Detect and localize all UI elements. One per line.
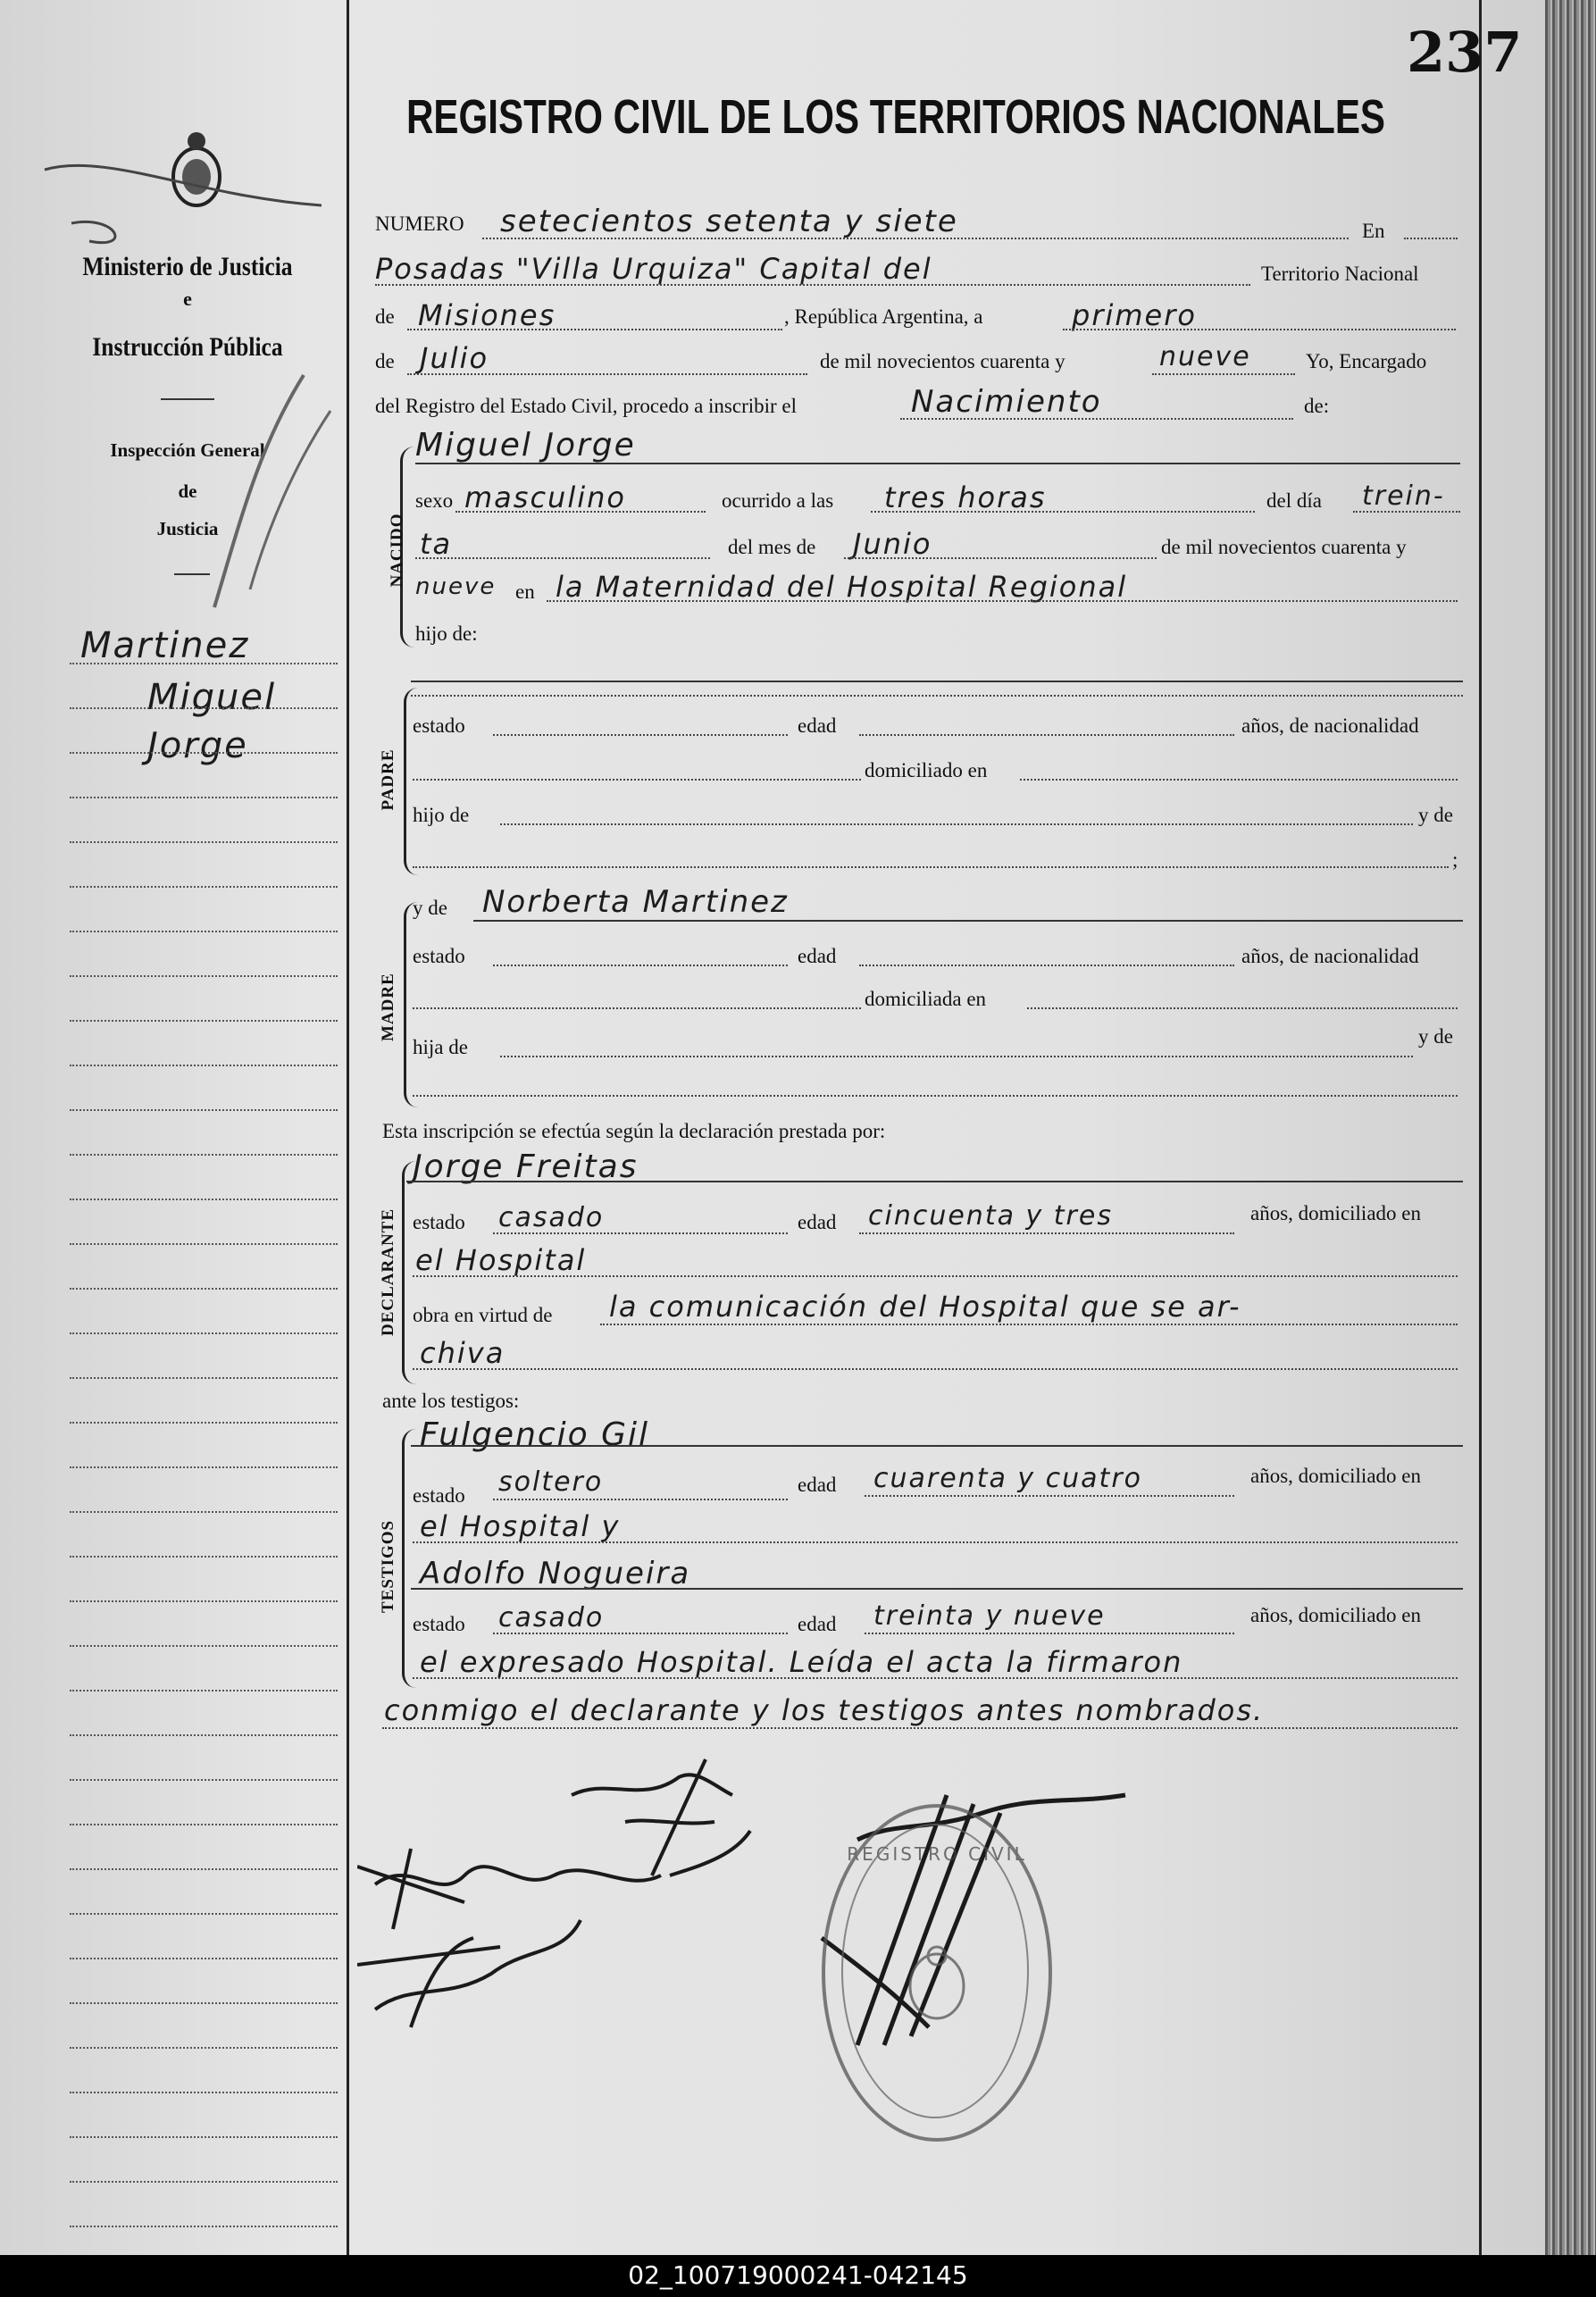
padre-top-rule bbox=[411, 681, 1463, 682]
inspection-line1: Inspección General bbox=[110, 439, 265, 461]
madre-anios-label: años, de nacionalidad bbox=[1241, 945, 1419, 967]
place-dots bbox=[375, 284, 1250, 286]
margin-dotted-line bbox=[70, 841, 338, 843]
declarante-name: Jorge Freitas bbox=[413, 1148, 639, 1185]
de2-label: de bbox=[375, 350, 395, 372]
padre-name-dots bbox=[411, 695, 1463, 697]
margin-dotted-line bbox=[70, 1511, 338, 1513]
madre-name-rule bbox=[473, 920, 1463, 922]
hora-dots bbox=[871, 511, 1255, 513]
margin-dotted-line bbox=[70, 886, 338, 888]
declarante-estado-dots bbox=[493, 1232, 788, 1234]
declarante-edad-value: cincuenta y tres bbox=[868, 1200, 1113, 1232]
month-dots bbox=[407, 373, 807, 375]
lugar-dots bbox=[547, 600, 1458, 602]
margin-dotted-line bbox=[70, 1154, 338, 1156]
margin-dotted-line bbox=[70, 1690, 338, 1691]
testigo2-edad-dots bbox=[865, 1633, 1234, 1634]
testigo1-name-rule bbox=[411, 1445, 1463, 1447]
madre-hija-label: hija de bbox=[413, 1036, 468, 1058]
margin-dotted-line bbox=[70, 1020, 338, 1022]
testigo2-anios-label: años, domiciliado en bbox=[1250, 1604, 1421, 1626]
ocurrido-label: ocurrido a las bbox=[722, 489, 834, 512]
margin-dotted-line bbox=[70, 707, 338, 709]
madre-edad-dots bbox=[859, 965, 1234, 966]
margin-dotted-line bbox=[70, 1466, 338, 1468]
testigo2-edad-label: edad bbox=[798, 1613, 837, 1635]
en-dots bbox=[1404, 238, 1458, 239]
numero-dots bbox=[482, 238, 1349, 239]
declarante-dom-dots bbox=[413, 1275, 1458, 1277]
testigo1-edad-label: edad bbox=[798, 1474, 837, 1496]
testigo1-edad-dots bbox=[865, 1495, 1234, 1497]
margin-name-line3: Jorge bbox=[147, 725, 248, 766]
stamp-text: REGISTRO CIVIL bbox=[847, 1843, 1027, 1865]
sexo-value: masculino bbox=[464, 480, 626, 514]
margin-dotted-line bbox=[70, 1422, 338, 1424]
margin-name-line1: Martinez bbox=[80, 625, 250, 666]
margin-dotted-line bbox=[70, 1868, 338, 1870]
official-stamp bbox=[822, 1804, 1052, 2142]
ministry-line1: Ministerio de Justicia bbox=[82, 252, 293, 281]
territorio-dots bbox=[407, 329, 782, 330]
declarante-anios-label: años, domiciliado en bbox=[1250, 1202, 1421, 1224]
padre-anios-label: años, de nacionalidad bbox=[1241, 714, 1419, 737]
margin-dotted-line bbox=[70, 1332, 338, 1334]
nacido-name-rule bbox=[415, 463, 1460, 464]
yo-label: Yo, Encargado bbox=[1306, 350, 1427, 372]
madre-dom-dots bbox=[1027, 1007, 1458, 1009]
padre-semicolon: ; bbox=[1452, 848, 1458, 871]
testigo2-name: Adolfo Nogueira bbox=[420, 1556, 691, 1591]
hijo-label: hijo de: bbox=[415, 622, 478, 645]
padre-estado-dots bbox=[493, 734, 788, 736]
mes-value: Junio bbox=[853, 527, 932, 561]
declarante-obra-label: obra en virtud de bbox=[413, 1304, 553, 1326]
testigos-label-side: TESTIGOS bbox=[379, 1519, 397, 1613]
anio-value: nueve bbox=[415, 573, 497, 600]
testigos-brace bbox=[402, 1429, 417, 1688]
declarante-domicilio-value: el Hospital bbox=[415, 1243, 587, 1277]
testigo2-estado-value: casado bbox=[498, 1602, 605, 1633]
margin-dotted-line bbox=[70, 975, 338, 977]
lugar-value: la Maternidad del Hospital Regional bbox=[556, 570, 1128, 604]
padre-domiciliado-label: domiciliado en bbox=[865, 759, 988, 781]
padre-yde-label: y de bbox=[1418, 804, 1453, 826]
margin-dotted-line bbox=[70, 2136, 338, 2138]
testigo2-edad-value: treinta y nueve bbox=[873, 1600, 1106, 1632]
de-label: de bbox=[375, 305, 395, 328]
margin-dotted-line bbox=[70, 1913, 338, 1915]
year-label: de mil novecientos cuarenta y bbox=[820, 350, 1065, 372]
padre-yde-dots bbox=[413, 866, 1449, 868]
margin-dotted-line bbox=[70, 1734, 338, 1736]
acto-dots bbox=[900, 418, 1293, 420]
madre-domiciliada-label: domiciliada en bbox=[865, 988, 987, 1010]
page-number: 237 bbox=[1407, 20, 1523, 85]
margin-scribble bbox=[36, 143, 357, 643]
dia-dots bbox=[1353, 511, 1460, 513]
margin-dotted-line bbox=[70, 931, 338, 932]
testigo2-estado-label: estado bbox=[413, 1613, 465, 1635]
republica-label: , República Argentina, a bbox=[784, 305, 983, 328]
day-value: primero bbox=[1072, 298, 1197, 332]
right-border bbox=[1479, 0, 1482, 2255]
testigo2-name-rule bbox=[411, 1588, 1463, 1590]
declarante-obra-value2: chiva bbox=[420, 1336, 506, 1370]
testigos-label: ante los testigos: bbox=[382, 1390, 520, 1412]
padre-hijo-dots bbox=[500, 823, 1413, 825]
inscripcion-label: Esta inscripción se efectúa según la declaración prestada por: bbox=[382, 1120, 886, 1142]
margin-dotted-line bbox=[70, 2181, 338, 2183]
testigo1-estado-label: estado bbox=[413, 1484, 465, 1507]
margin-dotted-line bbox=[70, 2002, 338, 2004]
sexo-label: sexo bbox=[415, 489, 454, 512]
territorio-label: Territorio Nacional bbox=[1261, 263, 1419, 285]
margin-dotted-line bbox=[70, 1199, 338, 1200]
padre-nac-dots bbox=[413, 779, 861, 781]
padre-label: PADRE bbox=[379, 748, 397, 811]
padre-edad-label: edad bbox=[798, 714, 837, 737]
dia2-dots bbox=[415, 557, 710, 559]
footer-id: 02_100719000241-042145 bbox=[628, 2260, 968, 2290]
testigo1-estado-dots bbox=[493, 1499, 788, 1500]
en-label-nacido: en bbox=[515, 581, 535, 603]
registro-label: del Registro del Estado Civil, procedo a inscribir el bbox=[375, 395, 798, 417]
margin-dotted-line bbox=[70, 1600, 338, 1602]
year-value: nueve bbox=[1159, 341, 1251, 372]
testigo1-estado-value: soltero bbox=[498, 1466, 604, 1498]
declarante-name-rule bbox=[406, 1181, 1463, 1182]
territorio-value: Misiones bbox=[418, 298, 556, 332]
margin-name-line2: Miguel bbox=[147, 677, 277, 718]
testigo1-edad-value: cuarenta y cuatro bbox=[873, 1463, 1143, 1494]
margin-dotted-line bbox=[70, 797, 338, 798]
closing-line: conmigo el declarante y los testigos antes nombrados. bbox=[384, 1693, 1265, 1727]
testigo2-domicilio-value: el expresado Hospital. Leída el acta la firmaron bbox=[420, 1645, 1183, 1679]
madre-yde-dots bbox=[413, 1095, 1458, 1097]
margin-dotted-line bbox=[70, 1377, 338, 1379]
dia-value: trein- bbox=[1362, 480, 1445, 512]
testigo1-anios-label: años, domiciliado en bbox=[1250, 1465, 1421, 1487]
padre-edad-dots bbox=[859, 734, 1234, 736]
declarante-obra-value: la comunicación del Hospital que se ar- bbox=[609, 1290, 1241, 1324]
declarante-obra2-dots bbox=[413, 1368, 1458, 1370]
mes-dots bbox=[844, 557, 1157, 559]
month-value: Julio bbox=[420, 341, 489, 375]
dia-label: del día bbox=[1266, 489, 1322, 512]
madre-label: MADRE bbox=[379, 973, 397, 1041]
testigo1-dom-dots bbox=[413, 1541, 1458, 1543]
declarante-estado-value: casado bbox=[498, 1202, 605, 1233]
stamp-emblem-icon bbox=[901, 1942, 973, 2022]
margin-dotted-line bbox=[70, 1958, 338, 1959]
place-value: Posadas "Villa Urquiza" Capital del bbox=[375, 252, 932, 286]
dia-value2: ta bbox=[420, 527, 453, 561]
declarante-obra-dots bbox=[600, 1324, 1458, 1325]
inspection-line2: de bbox=[178, 480, 197, 502]
madre-edad-label: edad bbox=[798, 945, 837, 967]
year-dots bbox=[1152, 373, 1295, 375]
testigo1-domicilio-value: el Hospital y bbox=[420, 1509, 621, 1543]
margin-dotted-line bbox=[70, 1109, 338, 1111]
page-title: REGISTRO CIVIL DE LOS TERRITORIOS NACIONALES bbox=[406, 90, 1386, 144]
madre-hija-dots bbox=[500, 1056, 1413, 1057]
margin-dotted-line bbox=[70, 663, 338, 664]
margin-dotted-line bbox=[70, 2226, 338, 2227]
testigo2-dom-dots bbox=[413, 1677, 1458, 1679]
de3-label: de: bbox=[1304, 395, 1330, 417]
margin-dotted-line bbox=[70, 2092, 338, 2093]
signature-declarante bbox=[572, 1759, 732, 1875]
declarante-estado-label: estado bbox=[413, 1211, 465, 1233]
testigo1-name: Fulgencio Gil bbox=[420, 1416, 650, 1453]
margin-dotted-line bbox=[70, 1065, 338, 1066]
signature-testigo1 bbox=[357, 1831, 750, 1929]
madre-yde-label: y de bbox=[413, 897, 447, 919]
day-dots bbox=[1063, 329, 1456, 330]
declarante-edad-dots bbox=[859, 1232, 1234, 1234]
numero-label: NUMERO bbox=[375, 213, 464, 235]
hora-value: tres horas bbox=[884, 480, 1047, 514]
margin-dotted-line bbox=[70, 1824, 338, 1825]
madre-estado-label: estado bbox=[413, 945, 465, 967]
margin-dotted-line bbox=[70, 2047, 338, 2049]
margin-dotted-line bbox=[70, 1779, 338, 1781]
closing-dots bbox=[382, 1727, 1458, 1729]
madre-yde2-label: y de bbox=[1418, 1025, 1453, 1048]
margin-dotted-line bbox=[70, 1556, 338, 1558]
book-page-edges bbox=[1545, 0, 1596, 2255]
declarante-edad-label: edad bbox=[798, 1211, 837, 1233]
madre-name: Norberta Martinez bbox=[482, 884, 789, 920]
numero-value: setecientos setenta y siete bbox=[500, 204, 958, 239]
ministry-line2: e bbox=[183, 288, 192, 310]
footer-bar bbox=[0, 2255, 1596, 2297]
margin-dotted-line bbox=[70, 1288, 338, 1290]
nacido-label: NACIDO bbox=[388, 513, 406, 588]
inspection-line3: Justicia bbox=[156, 518, 219, 539]
madre-nac-dots bbox=[413, 1007, 861, 1009]
margin-dotted-line bbox=[70, 752, 338, 754]
acto-value: Nacimiento bbox=[911, 384, 1102, 420]
declarante-label: DECLARANTE bbox=[379, 1207, 397, 1336]
anio-label: de mil novecientos cuarenta y bbox=[1161, 536, 1407, 558]
sexo-dots bbox=[455, 511, 706, 513]
mes-label: del mes de bbox=[728, 536, 816, 558]
testigo2-estado-dots bbox=[493, 1633, 788, 1634]
margin-dotted-line bbox=[70, 1243, 338, 1245]
margin-dotted-line bbox=[70, 1645, 338, 1647]
padre-hijo-label: hijo de bbox=[413, 804, 470, 826]
en-label: En bbox=[1362, 220, 1385, 242]
madre-estado-dots bbox=[493, 965, 788, 966]
padre-estado-label: estado bbox=[413, 714, 465, 737]
padre-dom-dots bbox=[1020, 779, 1458, 781]
signature-testigo2 bbox=[357, 1920, 581, 2027]
ministry-line3: Instrucción Pública bbox=[92, 332, 283, 362]
madre-brace bbox=[404, 902, 419, 1107]
nacido-name: Miguel Jorge bbox=[415, 427, 636, 464]
